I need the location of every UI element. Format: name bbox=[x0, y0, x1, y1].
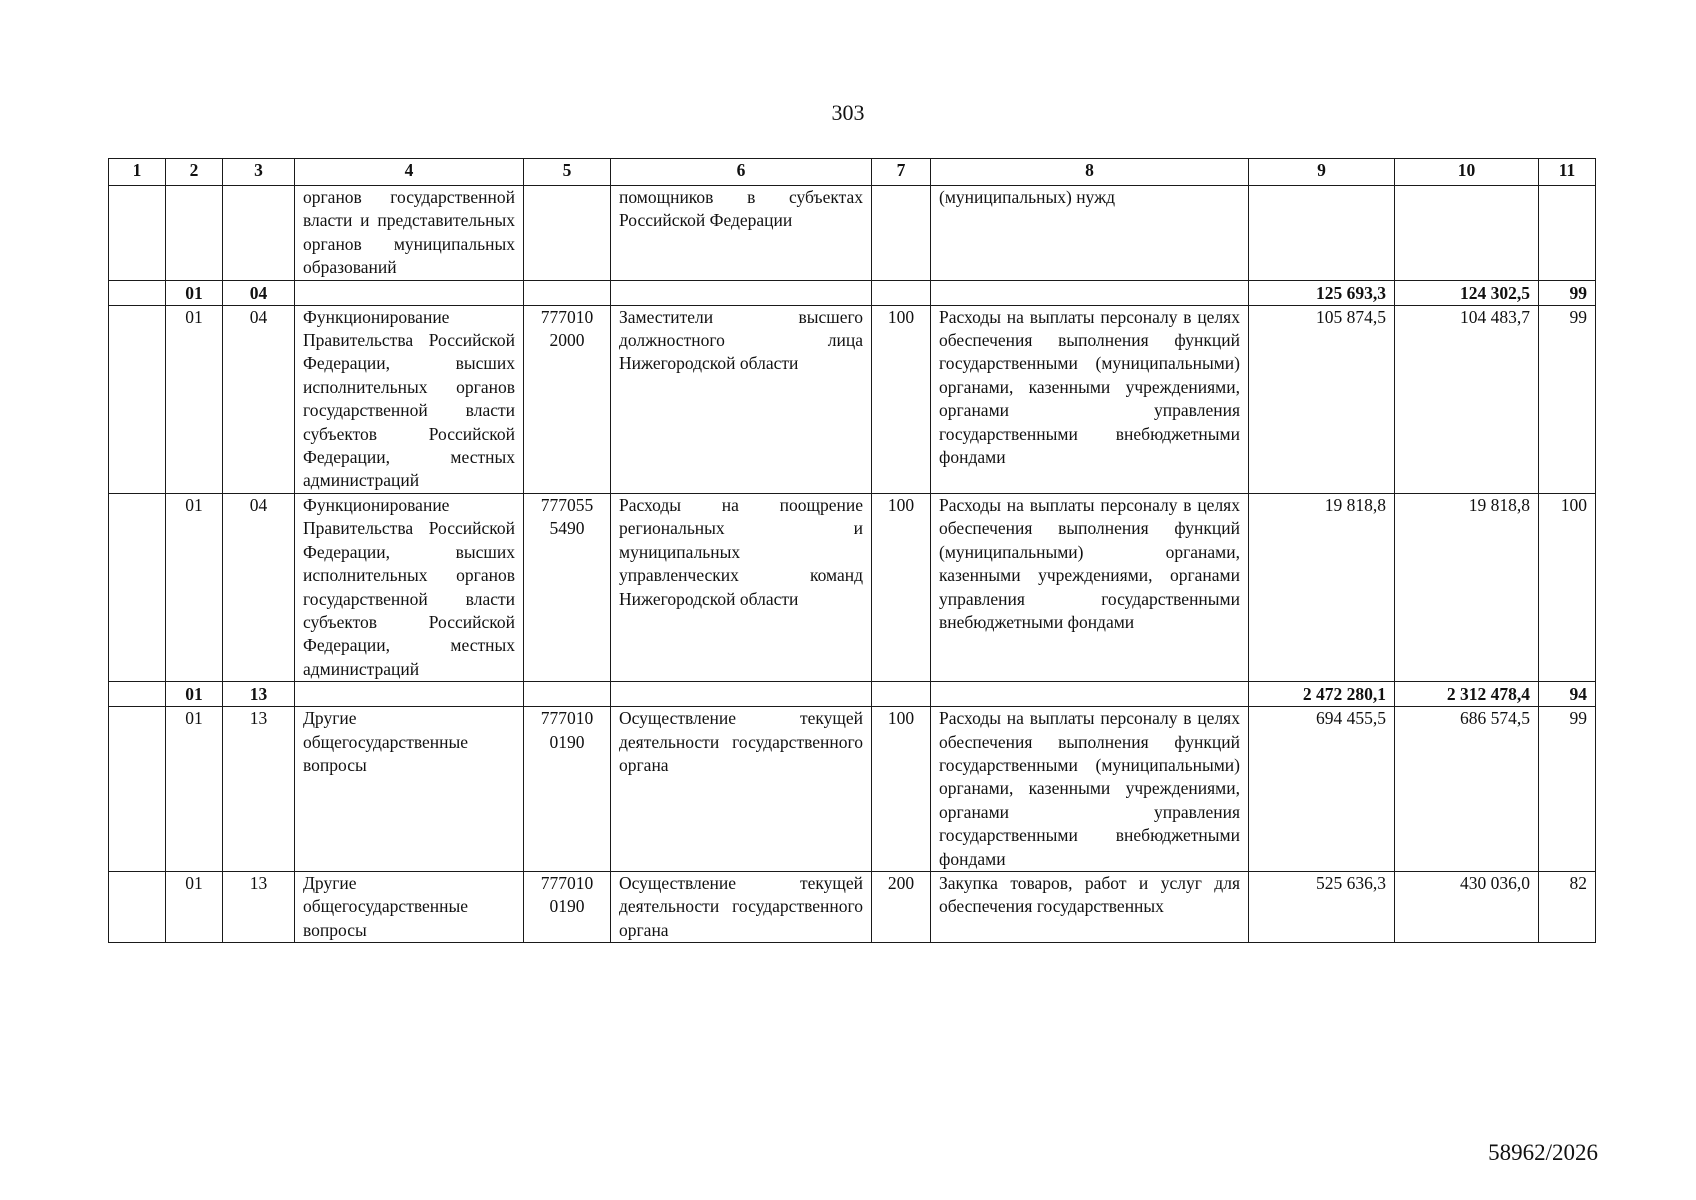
cell-col1 bbox=[109, 186, 166, 281]
cell-section: 01 bbox=[166, 707, 223, 872]
cell-planned: 525 636,3 bbox=[1249, 871, 1395, 942]
cell-col1 bbox=[109, 871, 166, 942]
cell-percent bbox=[1539, 186, 1596, 281]
cell-expense-name: Расходы на выплаты персоналу в целях обеспечения выполнения функций государственными (муниципальными) органами, казенными учреждениями, органами управления государственными внебюджетными фондами bbox=[931, 707, 1249, 872]
cell-section-name: Другие общегосударственные вопросы bbox=[295, 707, 524, 872]
cell-target-name bbox=[611, 682, 872, 707]
cell-percent: 94 bbox=[1539, 682, 1596, 707]
cell-actual bbox=[1395, 186, 1539, 281]
cell-subsection: 13 bbox=[223, 871, 295, 942]
budget-table bbox=[108, 158, 1596, 943]
cell-target-code: 777010 2000 bbox=[524, 305, 611, 493]
cell-target-name: помощников в субъектах Российской Федерации bbox=[611, 186, 872, 281]
column-header: 8 bbox=[931, 159, 1249, 186]
cell-section bbox=[166, 186, 223, 281]
table-header-row bbox=[109, 159, 1596, 186]
cell-target-name: Осуществление текущей деятельности государственного органа bbox=[611, 871, 872, 942]
column-header: 5 bbox=[524, 159, 611, 186]
cell-expense-name: Закупка товаров, работ и услуг для обеспечения государственных bbox=[931, 871, 1249, 942]
cell-target-code bbox=[524, 186, 611, 281]
cell-planned: 694 455,5 bbox=[1249, 707, 1395, 872]
cell-section-name: Функционирование Правительства Российской Федерации, высших исполнительных органов государственной власти субъектов Российской Федерации, местных администраций bbox=[295, 493, 524, 681]
subtotal-row bbox=[109, 280, 1596, 305]
cell-expense-type: 200 bbox=[872, 871, 931, 942]
cell-col1 bbox=[109, 280, 166, 305]
cell-planned: 19 818,8 bbox=[1249, 493, 1395, 681]
cell-percent: 100 bbox=[1539, 493, 1596, 681]
cell-expense-name: Расходы на выплаты персоналу в целях обеспечения выполнения функций государственными (муниципальными) органами, казенными учреждениями, органами управления государственными внебюджетными фондами bbox=[931, 305, 1249, 493]
cell-col1 bbox=[109, 493, 166, 681]
column-header: 4 bbox=[295, 159, 524, 186]
cell-col1 bbox=[109, 682, 166, 707]
column-header: 10 bbox=[1395, 159, 1539, 186]
cell-target-name: Осуществление текущей деятельности государственного органа bbox=[611, 707, 872, 872]
table-row bbox=[109, 871, 1596, 942]
cell-target-name bbox=[611, 280, 872, 305]
cell-expense-type bbox=[872, 682, 931, 707]
cell-section-name: органов государственной власти и представительных органов муниципальных образований bbox=[295, 186, 524, 281]
cell-actual: 686 574,5 bbox=[1395, 707, 1539, 872]
cell-subsection: 04 bbox=[223, 493, 295, 681]
cell-planned: 125 693,3 bbox=[1249, 280, 1395, 305]
column-header: 6 bbox=[611, 159, 872, 186]
cell-actual: 104 483,7 bbox=[1395, 305, 1539, 493]
cell-expense-type bbox=[872, 280, 931, 305]
cell-section-name: Функционирование Правительства Российской Федерации, высших исполнительных органов государственной власти субъектов Российской Федерации, местных администраций bbox=[295, 305, 524, 493]
subtotal-row bbox=[109, 682, 1596, 707]
cell-percent: 99 bbox=[1539, 707, 1596, 872]
column-header: 7 bbox=[872, 159, 931, 186]
cell-col1 bbox=[109, 707, 166, 872]
cell-expense-type: 100 bbox=[872, 305, 931, 493]
cell-target-code bbox=[524, 280, 611, 305]
cell-target-name: Заместители высшего должностного лица Нижегородской области bbox=[611, 305, 872, 493]
cell-section: 01 bbox=[166, 493, 223, 681]
cell-subsection: 04 bbox=[223, 280, 295, 305]
cell-percent: 99 bbox=[1539, 305, 1596, 493]
page-number: 303 bbox=[831, 100, 865, 125]
cell-subsection: 13 bbox=[223, 682, 295, 707]
cell-actual: 19 818,8 bbox=[1395, 493, 1539, 681]
cell-planned: 105 874,5 bbox=[1249, 305, 1395, 493]
cell-col1 bbox=[109, 305, 166, 493]
table-row bbox=[109, 493, 1596, 681]
column-header: 1 bbox=[109, 159, 166, 186]
cell-subsection: 04 bbox=[223, 305, 295, 493]
cell-percent: 99 bbox=[1539, 280, 1596, 305]
cell-expense-name bbox=[931, 682, 1249, 707]
cell-planned bbox=[1249, 186, 1395, 281]
cell-actual: 430 036,0 bbox=[1395, 871, 1539, 942]
column-header: 3 bbox=[223, 159, 295, 186]
cell-target-code: 777055 5490 bbox=[524, 493, 611, 681]
table-row bbox=[109, 305, 1596, 493]
cell-section: 01 bbox=[166, 682, 223, 707]
column-header: 11 bbox=[1539, 159, 1596, 186]
cell-section-name bbox=[295, 682, 524, 707]
cell-expense-name: (муниципальных) нужд bbox=[931, 186, 1249, 281]
cell-percent: 82 bbox=[1539, 871, 1596, 942]
cell-subsection: 13 bbox=[223, 707, 295, 872]
cell-actual: 2 312 478,4 bbox=[1395, 682, 1539, 707]
cell-section-name bbox=[295, 280, 524, 305]
cell-expense-type: 100 bbox=[872, 707, 931, 872]
cell-expense-name: Расходы на выплаты персоналу в целях обеспечения выполнения функций (муниципальными) органами, казенными учреждениями, органами управления государственными внебюджетными фондами bbox=[931, 493, 1249, 681]
document-id: 58962/2026 bbox=[1488, 1140, 1598, 1165]
cell-target-code bbox=[524, 682, 611, 707]
cell-actual: 124 302,5 bbox=[1395, 280, 1539, 305]
cell-section: 01 bbox=[166, 305, 223, 493]
cell-section-name: Другие общегосударственные вопросы bbox=[295, 871, 524, 942]
table-row bbox=[109, 186, 1596, 281]
cell-target-code: 777010 0190 bbox=[524, 871, 611, 942]
cell-expense-type bbox=[872, 186, 931, 281]
cell-target-code: 777010 0190 bbox=[524, 707, 611, 872]
table-row bbox=[109, 707, 1596, 872]
cell-section: 01 bbox=[166, 871, 223, 942]
column-header: 2 bbox=[166, 159, 223, 186]
cell-expense-name bbox=[931, 280, 1249, 305]
cell-expense-type: 100 bbox=[872, 493, 931, 681]
cell-section: 01 bbox=[166, 280, 223, 305]
column-header: 9 bbox=[1249, 159, 1395, 186]
cell-planned: 2 472 280,1 bbox=[1249, 682, 1395, 707]
cell-subsection bbox=[223, 186, 295, 281]
cell-target-name: Расходы на поощрение региональных и муниципальных управленческих команд Нижегородской области bbox=[611, 493, 872, 681]
